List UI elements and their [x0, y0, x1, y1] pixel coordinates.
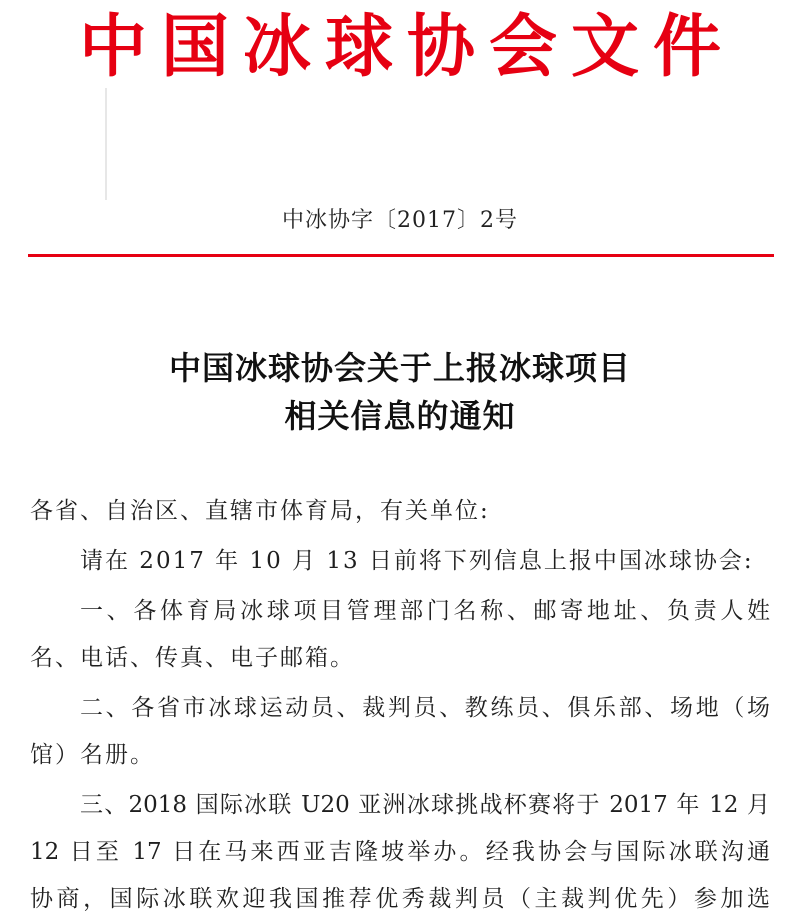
document-title-line-1: 中国冰球协会关于上报冰球项目 — [168, 349, 631, 387]
salutation: 各省、自治区、直辖市体育局，有关单位: — [30, 498, 490, 524]
document-number: 中冰协字〔2017〕2号 — [282, 208, 518, 233]
document-title-line-2: 相关信息的通知 — [284, 397, 516, 435]
item-2-line-1: 二、各省市冰球运动员、裁判员、教练员、俱乐部、场地（场 — [80, 695, 770, 721]
item-1-line-1: 一、各体育局冰球项目管理部门名称、邮寄地址、负责人姓 — [80, 598, 770, 624]
masthead-title: 中国冰球协会文件 — [78, 8, 735, 87]
item-2-line-2: 馆）名册。 — [30, 742, 155, 768]
red-divider-line — [28, 254, 774, 257]
item-1-line-2: 名、电话、传真、电子邮箱。 — [30, 645, 355, 671]
item-3-line-3: 协商，国际冰联欢迎我国推荐优秀裁判员（主裁判优先）参加选 — [30, 886, 770, 912]
intro-paragraph: 请在 2017 年 10 月 13 日前将下列信息上报中国冰球协会: — [80, 548, 754, 574]
item-3-line-2: 12 日至 17 日在马来西亚吉隆坡举办。经我协会与国际冰联沟通 — [30, 839, 770, 865]
item-3-line-1: 三、2018 国际冰联 U20 亚洲冰球挑战杯赛将于 2017 年 12 月 — [80, 792, 770, 818]
